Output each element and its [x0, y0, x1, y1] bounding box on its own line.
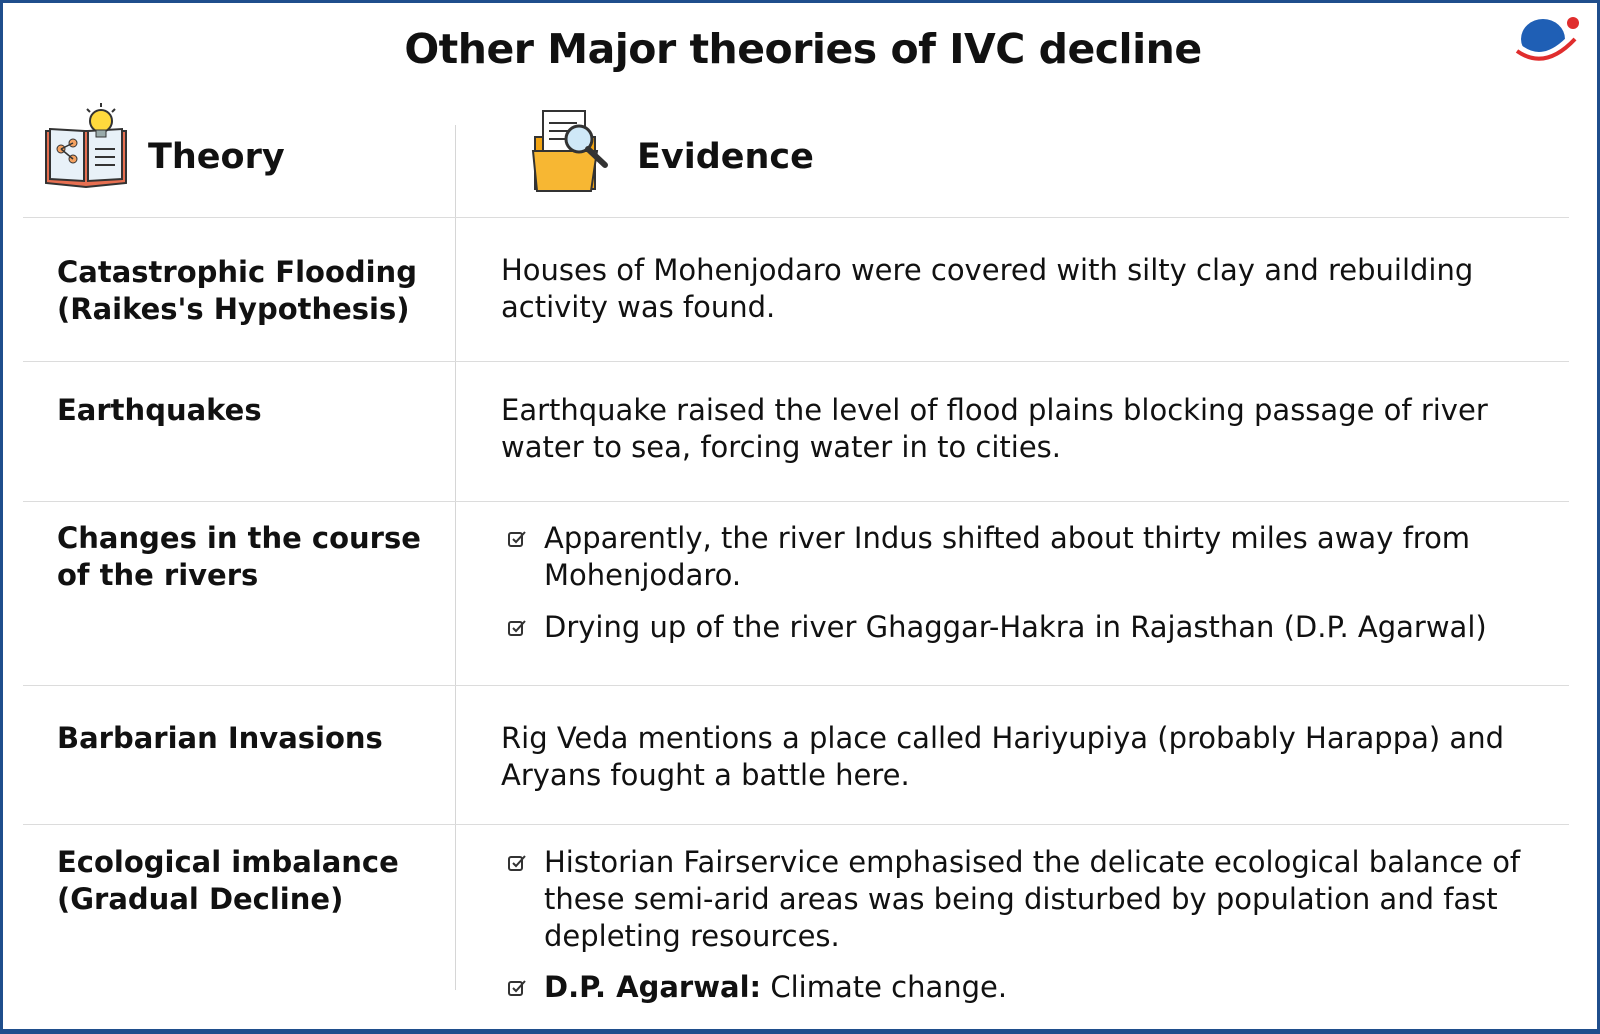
theory-river-course-changes: Changes in the course of the rivers [57, 521, 421, 592]
column-header-evidence: Evidence [637, 137, 814, 177]
checkbox-icon [507, 853, 527, 873]
column-divider [455, 125, 456, 990]
evidence-earthquakes: Earthquake raised the level of flood plains blocking passage of river water to sea, forcing water in to cities. [501, 393, 1488, 464]
brand-globe-logo [1509, 9, 1589, 69]
checkbox-icon [507, 618, 527, 638]
column-header-theory: Theory [148, 137, 285, 177]
checkbox-icon [507, 529, 527, 549]
bullet-remainder: Climate change. [761, 970, 1008, 1004]
theory-barbarian-invasions: Barbarian Invasions [57, 721, 383, 755]
theory-ecological-imbalance: Ecological imbalance (Gradual Decline) [57, 845, 399, 916]
evidence-barbarian-invasions: Rig Veda mentions a place called Hariyupiya (probably Harappa) and Aryans fought a battle here. [501, 721, 1504, 792]
folder-magnifier-icon [531, 107, 613, 193]
evidence-bullet-text: Apparently, the river Indus shifted about thirty miles away from Mohenjodaro. [544, 521, 1471, 592]
book-lightbulb-icon [43, 101, 129, 191]
theory-catastrophic-flooding: Catastrophic Flooding (Raikes's Hypothesis) [57, 255, 417, 326]
theory-earthquakes: Earthquakes [57, 393, 262, 427]
row-divider [23, 217, 1569, 218]
row-divider [23, 685, 1569, 686]
evidence-bullet-text: Drying up of the river Ghaggar-Hakra in Rajasthan (D.P. Agarwal) [544, 610, 1487, 644]
evidence-bullet-text: Historian Fairservice emphasised the delicate ecological balance of these semi-arid areas was being disturbed by population and fast depleting resources. [544, 845, 1521, 953]
page-title: Other Major theories of IVC decline [404, 25, 1202, 73]
row-divider [23, 501, 1569, 502]
evidence-bullet-text [544, 969, 1574, 1006]
evidence-catastrophic-flooding: Houses of Mohenjodaro were covered with silty clay and rebuilding activity was found. [501, 253, 1474, 324]
row-divider [23, 824, 1569, 825]
bold-source: D.P. Agarwal: [544, 970, 762, 1004]
checkbox-icon [507, 978, 527, 998]
row-divider [23, 361, 1569, 362]
